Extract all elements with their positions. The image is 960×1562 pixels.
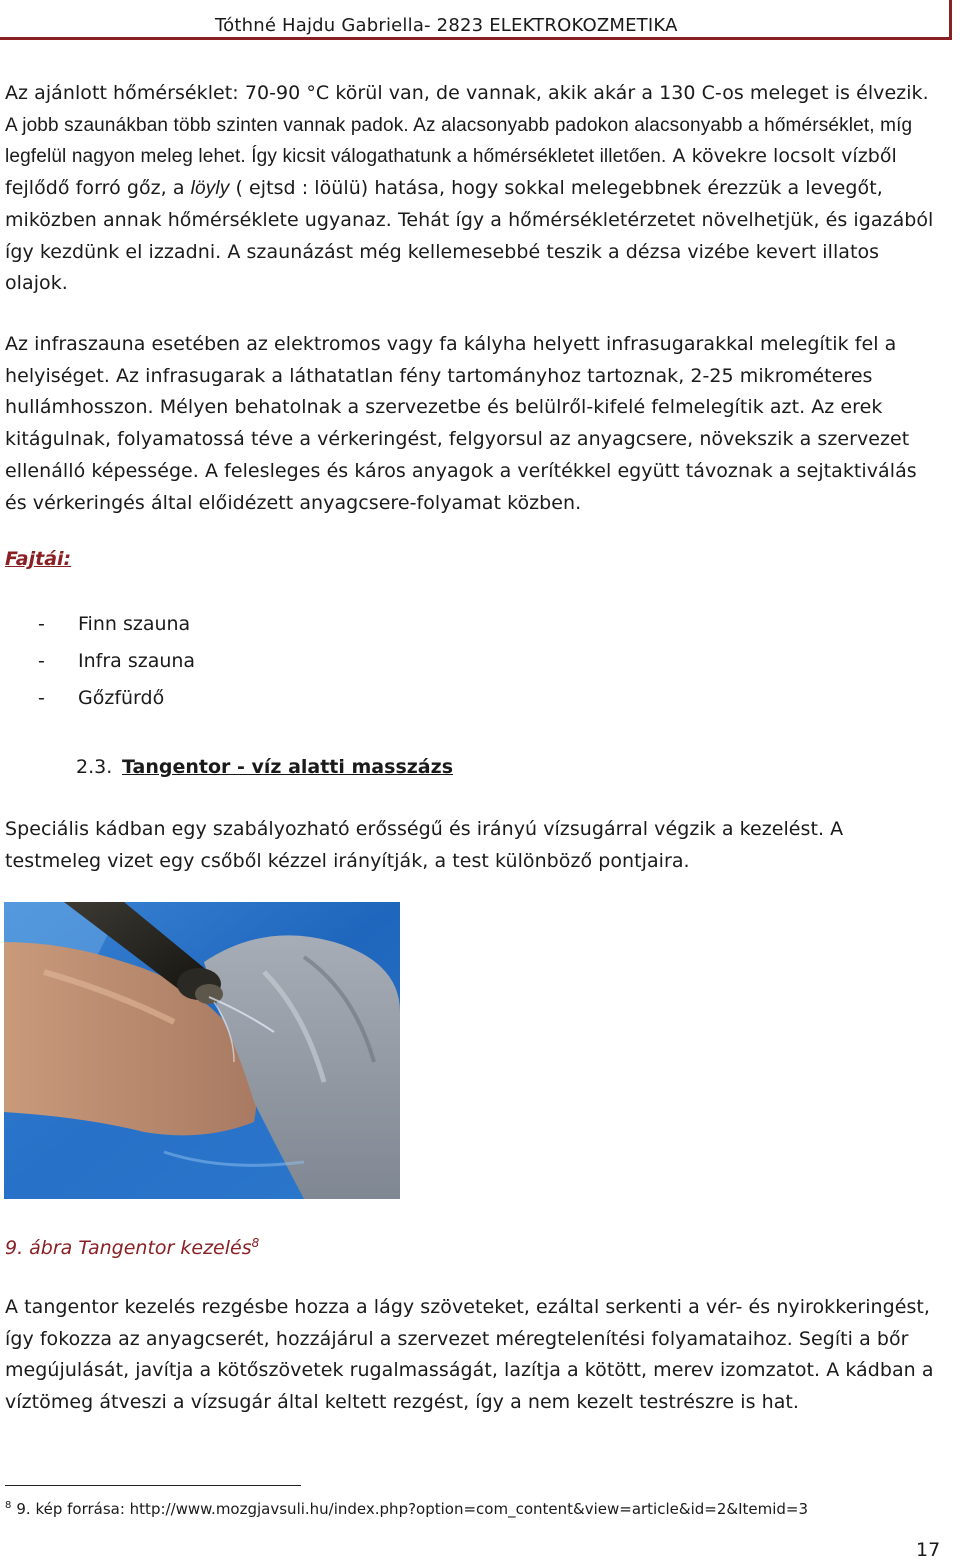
list-dash: - xyxy=(38,613,45,635)
figure-caption xyxy=(5,1236,259,1259)
section-heading xyxy=(76,756,453,778)
list-item-label: Finn szauna xyxy=(78,613,191,635)
paragraph-tangentor-effects: A tangentor kezelés rezgésbe hozza a lágy szöveteket, ezáltal serkenti a vér- és nyirokkeringést, így fokozza az anyagcserét, hozzájárul a szervezet méregtelenítési folyamataihoz. Segíti a bőr megújulását, javítja a kötőszövetek rugalmasságát, lazítja a kötött, merev izomzatot. A kádban a víztömeg átveszi a vízsugár által keltett rezgést, így a nem kezelt testrészre is hat. xyxy=(5,1296,934,1414)
page-number: 17 xyxy=(916,1539,941,1561)
section-number: 2.3. xyxy=(76,756,113,778)
paragraph-tangentor-intro: Speciális kádban egy szabályozható erősségű és irányú vízsugárral végzik a kezelést. A testmeleg vizet egy csőből kézzel irányítják, a test különböző pontjaira. xyxy=(5,818,844,872)
loyly-term: löyly xyxy=(190,178,230,200)
types-heading: Fajtái: xyxy=(5,548,72,570)
caption-text: 9. ábra Tangentor kezelés xyxy=(5,1237,252,1259)
footnote-text: 9. kép forrása: http://www.mozgjavsuli.hu/index.php?option=com_content&view=article&id=2&Itemid=3 xyxy=(16,1500,809,1518)
footnote-divider xyxy=(5,1485,301,1486)
tangentor-photo-illustration xyxy=(4,902,400,1199)
p1-sentence-1: Az ajánlott hőmérséklet: 70-90 °C körül van, de vannak, akik akár a 130 C-os meleget is élvezik. xyxy=(5,82,929,104)
p1-sentence-2: A jobb szaunákban több szinten vannak padok. Az alacsonyabb padokon alacsonyabb a hőmérséklet, míg legfelül nagyon meleg lehet. Így kicsit válogathatunk a hőmérsékletet illetően. xyxy=(5,114,913,168)
caption-footnote-ref: 8 xyxy=(251,1236,260,1250)
p1-sentence-3b: ( ejtsd : löülü) hatása, hogy sokkal melegebbnek érezzük a levegőt, miközben annak hőmérséklete ugyanaz. Tehát így a hőmérsékletérzetet növelhetjük, és igazából így kezdünk el izzadni. A szaunázást még kellemesebbé teszik a dézsa vizébe kevert illatos olajok. xyxy=(5,177,934,295)
section-title: Tangentor - víz alatti masszázs xyxy=(122,756,453,778)
p1-sentence-3a: A kövekre locsolt vízből fejlődő forró gőz, a xyxy=(5,145,897,200)
list-item xyxy=(38,608,195,645)
header-title: Tóthné Hajdu Gabriella- 2823 ELEKTROKOZMETIKA xyxy=(215,15,678,36)
list-item-label: Infra szauna xyxy=(78,650,196,672)
paragraph-infrasauna: Az infraszauna esetében az elektromos vagy fa kályha helyett infrasugarakkal melegítik fel a helyiséget. Az infrasugarak a láthatatlan fény tartományhoz tartoznak, 2-25 mikrométeres hullámhosszon. Mélyen behatolnak a szervezetbe és belülről-kifelé felmelegítik azt. Az erek kitágulnak, folyamatossá téve a vérkeringést, felgyorsul az anyagcsere, növekszik a szervezet ellenálló képessége. A felesleges és káros anyagok a verítékkel együtt távoznak a sejtaktiválás és vérkeringés által előidézett anyagcsere-folyamat közben. xyxy=(5,333,917,514)
list-item xyxy=(38,645,195,682)
list-dash: - xyxy=(38,687,45,709)
list-item-label: Gőzfürdő xyxy=(78,687,165,709)
sauna-types-list xyxy=(38,608,195,719)
list-item xyxy=(38,682,195,719)
paragraph-sauna-temperature xyxy=(5,78,940,300)
page-header xyxy=(0,0,952,40)
footnote xyxy=(5,1500,808,1518)
footnote-number: 8 xyxy=(5,1500,12,1511)
list-dash: - xyxy=(38,650,45,672)
tangentor-photo xyxy=(4,902,400,1199)
